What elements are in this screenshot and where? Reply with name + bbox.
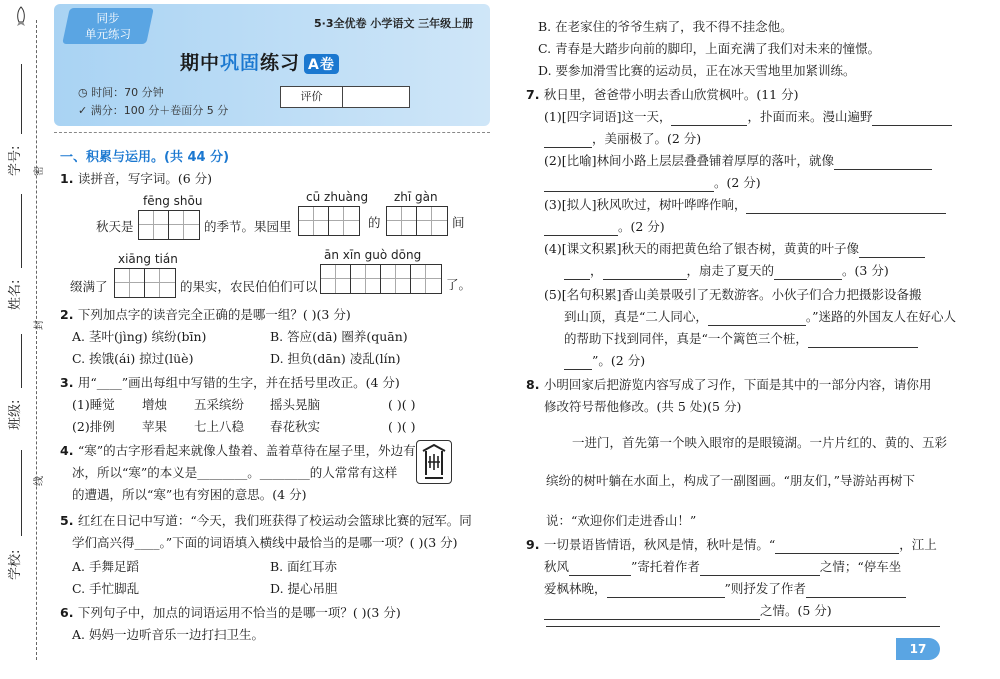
q3-r1-c4: 摇头晃脑 (270, 397, 321, 412)
q5-option-c[interactable]: C. 手忙脚乱 (72, 581, 140, 596)
q1-grid-2[interactable] (298, 206, 360, 236)
q7-blank-7[interactable] (544, 222, 618, 236)
q9-line2: 秋风 ”寄托着作者 之情；“停车坐 (544, 559, 902, 574)
q2-option-b[interactable]: B. 答应(dā) 圈养(quān) (270, 329, 408, 344)
q1-grid-1[interactable] (138, 210, 200, 240)
q7-line3: (3)[拟人]秋风吹过，树叶哗哗作响， (544, 196, 946, 214)
q7-blank-6[interactable] (746, 200, 946, 214)
check-icon: ✓ (78, 104, 91, 117)
q7-blank-2[interactable] (872, 112, 952, 126)
q9-blank-6[interactable] (544, 606, 760, 620)
series-badge (66, 8, 150, 44)
evaluation-box (280, 86, 410, 108)
q1-pinyin-2: cū zhuàng (306, 190, 369, 204)
q9-blank-1[interactable] (775, 540, 899, 554)
q7-blank-5[interactable] (544, 178, 714, 192)
exam-title: 期中巩固练习 A卷 (180, 48, 339, 75)
q3-r1-answer[interactable]: ( )( ) (388, 397, 416, 412)
publisher-line: 5·3全优卷 小学语文 三年级上册 (314, 17, 474, 30)
student-no-label: 学号: (8, 145, 23, 176)
section-title: 一、积累与运用。(共 44 分) (60, 150, 230, 165)
q7-blank-13[interactable] (808, 334, 918, 348)
q1-grid-5[interactable] (320, 264, 442, 294)
q9-blank-2[interactable] (569, 562, 631, 576)
q7-line1: (1)[四字词语]这一天， ，扑面而来。漫山遍野 (544, 108, 952, 126)
rocket-icon (14, 6, 28, 31)
mark-line: 线 (34, 476, 45, 486)
q4-line1: 4. “寒”的古字形看起来就像人蛰着、盖着草待在屋子里，外边有 (60, 443, 416, 458)
q6-option-b[interactable]: B. 在老家住的爷爷生病了，我不得不挂念他。 (538, 19, 793, 34)
q1-text-3: 的 (368, 215, 381, 230)
q3-r2-c1: (2)排例 (72, 419, 115, 434)
q1-text-7: 了。 (446, 277, 472, 292)
q5-line2: 学们高兴得____。”下面的词语填入横线中最恰当的是哪一项？( )(3 分) (72, 535, 458, 550)
q7-line5b: 到山顶，真是“二人同心， 。”迷路的外国友人在好心人 (564, 309, 957, 324)
q7-blank-12[interactable] (708, 312, 806, 326)
q1-pinyin-5: ān xīn guò dōng (324, 248, 422, 262)
q9-line4: 之情。(5 分) (544, 602, 832, 620)
q2-option-d[interactable]: D. 担负(dān) 凌乱(lín) (270, 351, 401, 366)
q7-line3-end: 。(2 分) (544, 218, 665, 236)
name-label: 姓名: (8, 279, 23, 310)
q6-option-a[interactable]: A. 妈妈一边听音乐一边打扫卫生。 (72, 627, 264, 642)
q8-passage-1: 一进门，首先第一个映入眼帘的是眼镜湖。一片片红的、黄的、五彩 (572, 435, 948, 450)
q3-stem: 3. 用“____”画出每组中写错的生字，并在括号里改正。(4 分) (60, 375, 400, 390)
q1-grid-4[interactable] (114, 268, 176, 298)
q1-pinyin-4: xiāng tián (118, 252, 178, 266)
q1-stem: 1. 读拼音，写字词。(6 分) (60, 171, 212, 186)
q5-option-d[interactable]: D. 提心吊胆 (270, 581, 338, 596)
q6-stem: 6. 下列句子中，加点的词语运用不恰当的是哪一项？( )(3 分) (60, 605, 401, 620)
q2-option-a[interactable]: A. 茎叶(jìng) 缤纷(bīn) (72, 329, 207, 344)
time-info: ◷ 时间：70 分钟 (78, 86, 164, 99)
q1-text-5: 缀满了 (70, 279, 108, 294)
q6-option-d[interactable]: D. 要参加滑雪比赛的运动员，正在冰天雪地里加紧训练。 (538, 63, 856, 78)
q4-line3: 的遭遇，所以“寒”也有穷困的意思。(4 分) (72, 487, 307, 502)
q9-extra-line[interactable] (546, 626, 940, 627)
q7-line5: (5)[名句积累]香山美景吸引了无数游客。小伙子们合力把摄影设备搬 (544, 287, 922, 302)
cut-line (36, 20, 37, 660)
q1-text-2: 的季节。果园里 (204, 219, 292, 234)
q7-line2: (2)[比喻]林间小路上层层叠叠铺着厚厚的落叶，就像 (544, 152, 932, 170)
mark-seal: 封 (34, 320, 45, 330)
q3-r2-c2: 苹果 (142, 419, 168, 434)
q7-line4-end: ， ，扇走了夏天的 。(3 分) (564, 262, 889, 280)
q7-stem: 7. 秋日里，爸爸带小明去香山欣赏枫叶。(11 分) (526, 87, 799, 102)
eval-field[interactable] (343, 87, 409, 107)
school-label: 学校: (8, 549, 23, 580)
class-line (21, 334, 22, 388)
header-divider (54, 132, 490, 133)
q9-line3: 爱枫林晚， ”则抒发了作者 (544, 580, 906, 598)
q9-blank-3[interactable] (700, 562, 820, 576)
q7-line4: (4)[课文积累]秋天的雨把黄色给了银杏树，黄黄的叶子像 (544, 240, 925, 258)
q2-option-c[interactable]: C. 挨饿(ái) 掠过(lüè) (72, 351, 194, 366)
q3-r2-c4: 春花秋实 (270, 419, 321, 434)
q7-blank-4[interactable] (834, 156, 932, 170)
q7-line1-end: ，美丽极了。(2 分) (544, 130, 701, 148)
q5-line1: 5. 红红在日记中写道：“今天，我们班获得了校运动会篮球比赛的冠军。同 (60, 513, 472, 528)
q6-option-c[interactable]: C. 青春是大踏步向前的脚印，上面充满了我们对未来的憧憬。 (538, 41, 881, 56)
q1-grid-3[interactable] (386, 206, 448, 236)
q3-r2-c3: 七上八稳 (194, 419, 245, 434)
q1-text-6: 的果实，农民伯伯们可以 (180, 279, 318, 294)
q7-blank-10[interactable] (603, 266, 687, 280)
badge-line1: 同步 (96, 11, 120, 25)
name-line (21, 194, 22, 268)
eval-label: 评价 (281, 87, 343, 107)
q2-stem: 2. 下列加点字的读音完全正确的是哪一组？( )(3 分) (60, 307, 351, 322)
q7-blank-14[interactable] (564, 356, 592, 370)
q7-blank-8[interactable] (859, 244, 925, 258)
q8-line2: 修改符号帮他修改。(共 5 处)(5 分) (544, 399, 742, 414)
score-info: ✓ 满分：100 分＋卷面分 5 分 (78, 104, 229, 117)
q5-option-b[interactable]: B. 面红耳赤 (270, 559, 338, 574)
q1-text-1: 秋天是 (96, 219, 134, 234)
school-line (21, 450, 22, 536)
q3-r1-c1: (1)睡觉 (72, 397, 115, 412)
q8-line1: 8. 小明回家后把游览内容写成了习作，下面是其中的一部分内容，请你用 (526, 377, 932, 392)
q7-blank-1[interactable] (671, 112, 747, 126)
q9-blank-5[interactable] (806, 584, 906, 598)
q8-passage-3: 说：“欢迎你们走进香山！” (546, 513, 697, 528)
q3-r1-c3: 五采缤纷 (194, 397, 245, 412)
q1-text-4: 间 (452, 215, 465, 230)
ancient-character-icon (416, 440, 452, 484)
q1-pinyin-3: zhī gàn (394, 190, 438, 204)
q7-line5d: 的帮助下找到同伴，真是“一个篱笆三个桩， (564, 330, 918, 348)
q9-blank-4[interactable] (607, 584, 725, 598)
q7-blank-11[interactable] (774, 266, 842, 280)
class-label: 班级: (8, 399, 23, 430)
q3-r2-answer[interactable]: ( )( ) (388, 419, 416, 434)
q4-line2: 冰，所以“寒”的本义是________。________的人常常有这样 (72, 465, 398, 480)
q7-blank-3[interactable] (544, 134, 592, 148)
q3-r1-c2: 增烛 (142, 397, 168, 412)
mark-dense: 密 (34, 166, 45, 176)
q5-option-a[interactable]: A. 手舞足蹈 (72, 559, 139, 574)
q9-line1: 9. 一切景语皆情语，秋风是情，秋叶是情。“ ，江上 (526, 537, 937, 552)
badge-line2: 单元练习 (85, 27, 131, 41)
version-badge: A卷 (304, 54, 339, 74)
binding-strip (0, 0, 52, 679)
clock-icon: ◷ (78, 86, 92, 99)
q7-line2-end: 。(2 分) (544, 174, 761, 192)
page-number: 17 (896, 638, 940, 660)
q8-passage-2: 缤纷的树叶躺在水面上，构成了一副图画。“朋友们，”导游站再树下 (546, 473, 916, 488)
q1-pinyin-1: fēng shōu (143, 194, 203, 208)
q7-blank-9[interactable] (564, 266, 590, 280)
q7-line5e: ”。(2 分) (564, 352, 645, 370)
student-no-line (21, 64, 22, 134)
